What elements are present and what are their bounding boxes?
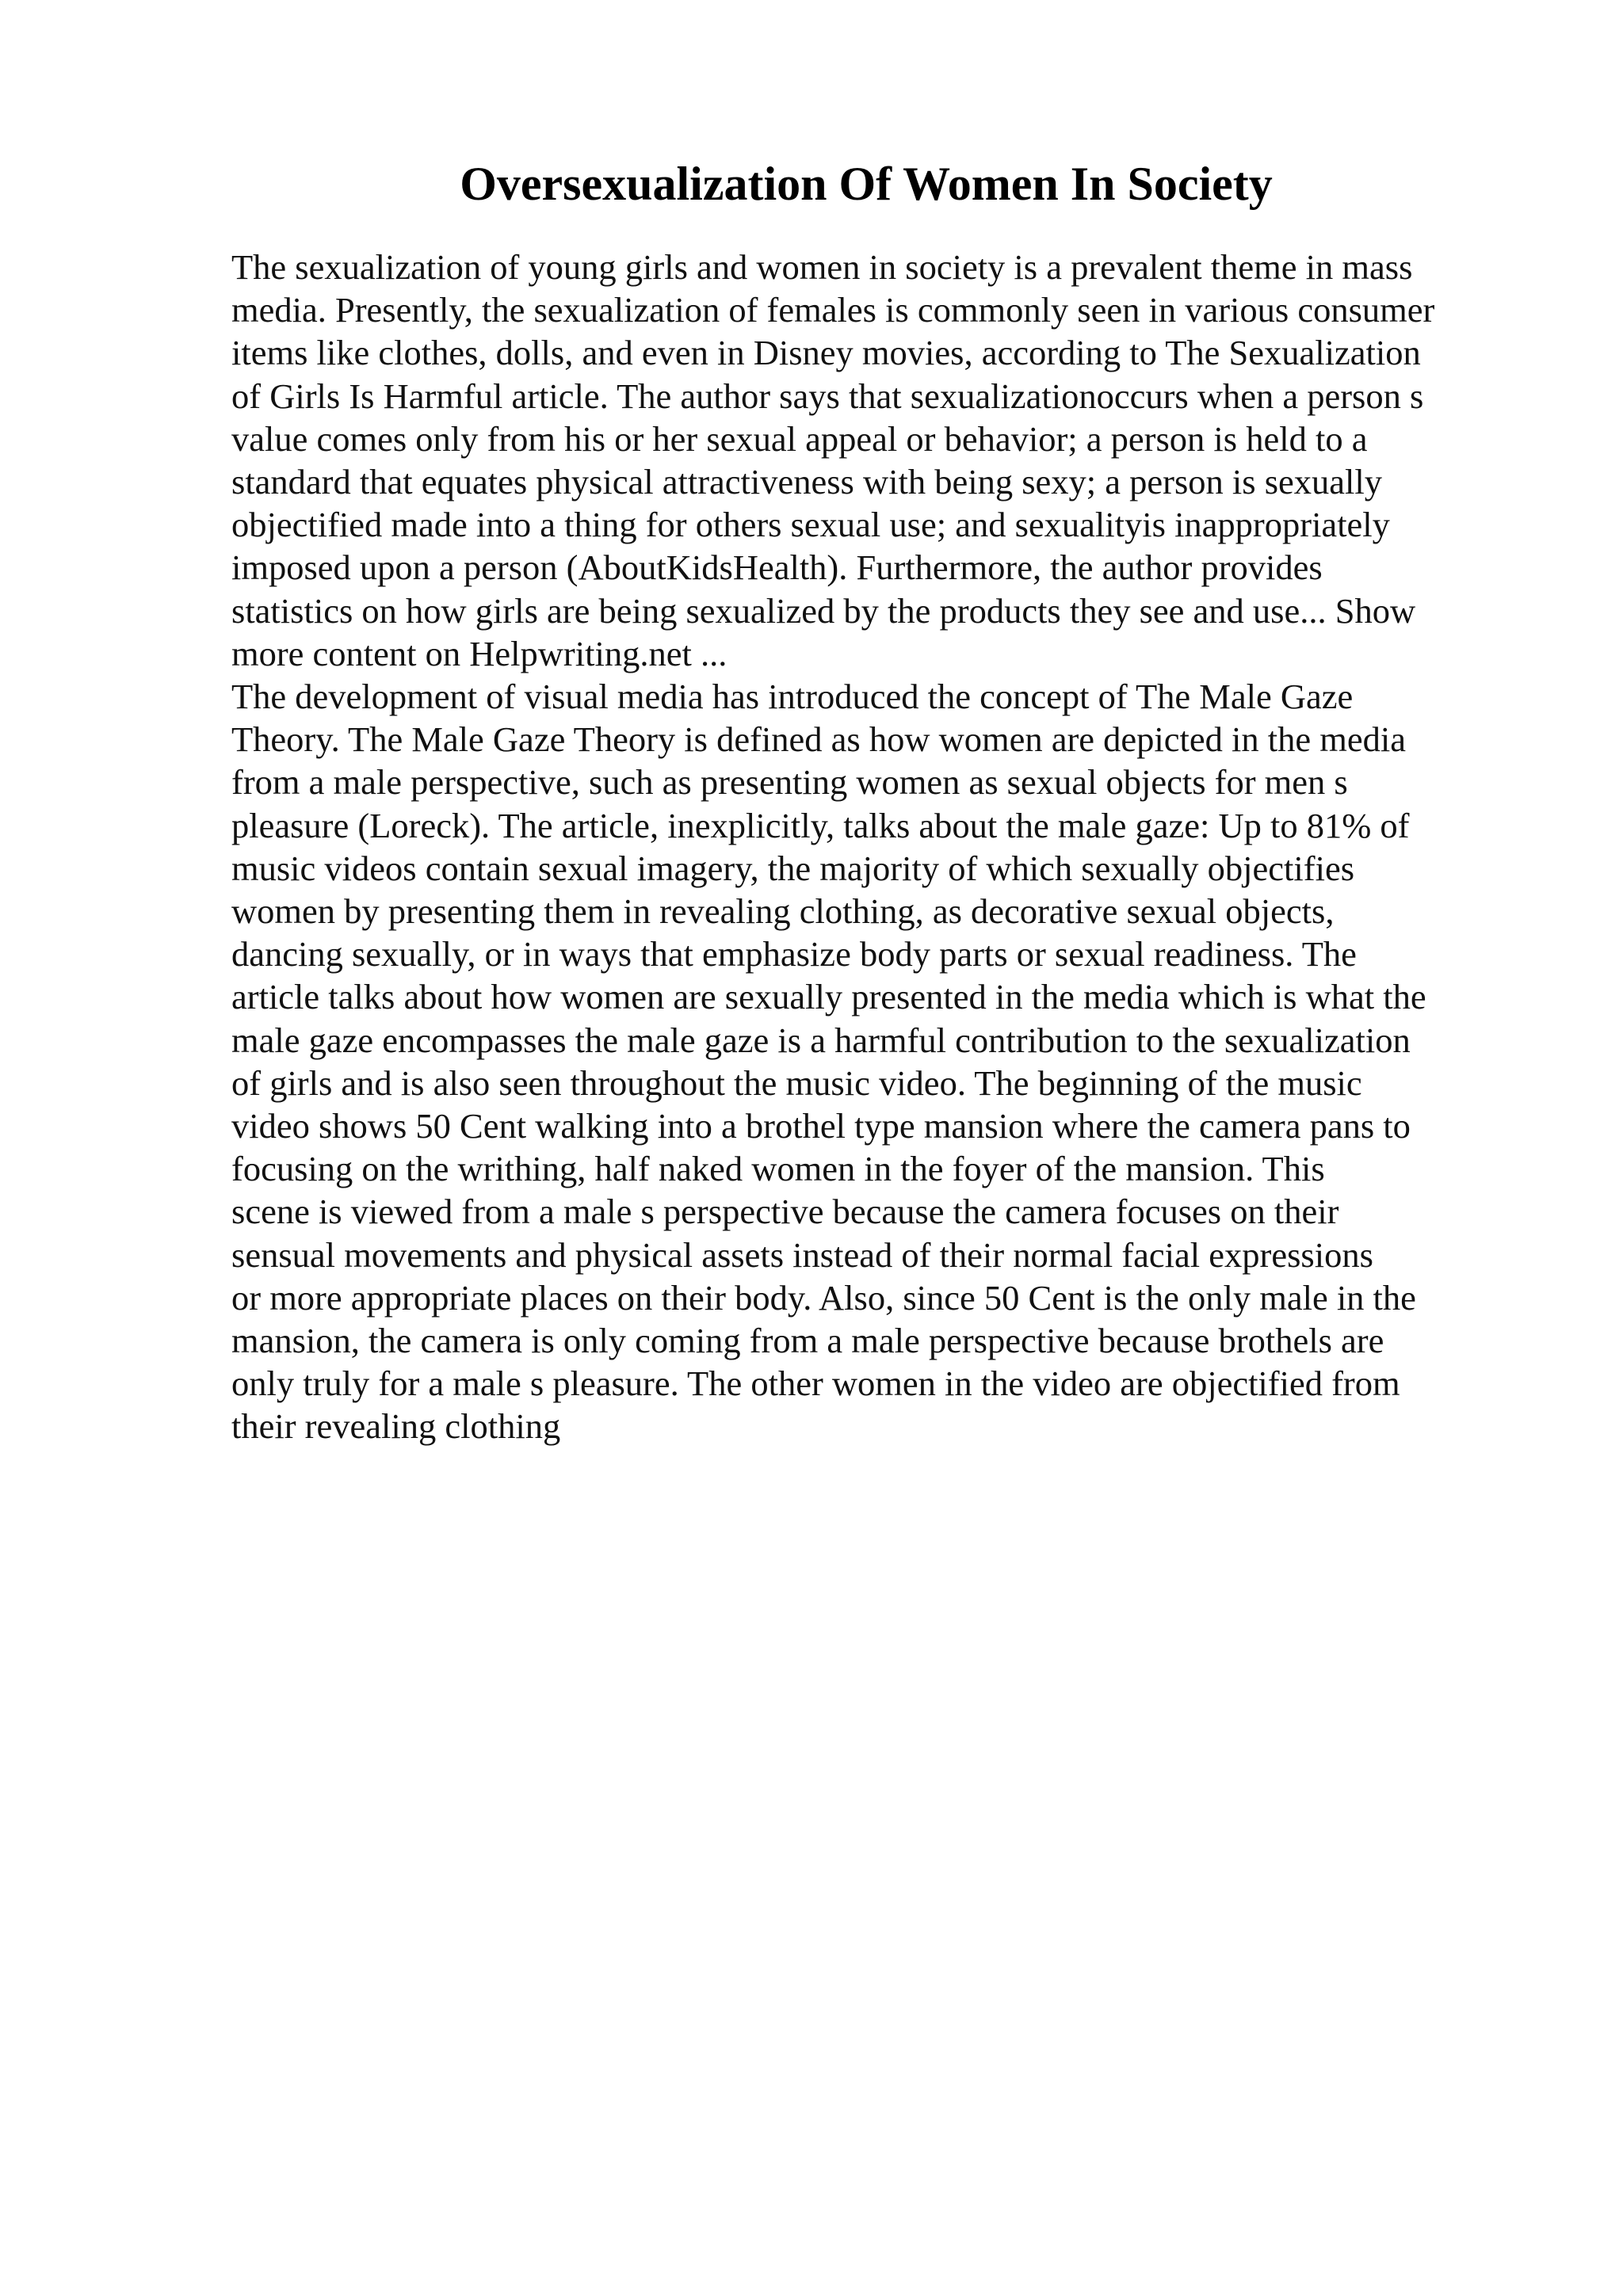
text-line: music videos contain sexual imagery, the majority of which sexually objectifies (231, 848, 1355, 888)
text-line: imposed upon a person (AboutKidsHealth). Furthermore, the author provides (231, 547, 1323, 588)
text-line: women by presenting them in revealing clothing, as decorative sexual objects, (231, 891, 1335, 932)
text-line: or more appropriate places on their body. Also, since 50 Cent is the only male in the (231, 1277, 1416, 1318)
text-line: their revealing clothing (231, 1406, 561, 1447)
text-line: focusing on the writhing, half naked women in the foyer of the mansion. This (231, 1149, 1325, 1189)
text-line: The sexualization of young girls and women in society is a prevalent theme in mass (231, 247, 1413, 287)
text-line: scene is viewed from a male s perspective because the camera focuses on their (231, 1192, 1339, 1232)
text-line: value comes only from his or her sexual appeal or behavior; a person is held to a (231, 418, 1368, 459)
text-line: dancing sexually, or in ways that emphasize body parts or sexual readiness. The (231, 934, 1357, 974)
text-line: video shows 50 Cent walking into a brothel type mansion where the camera pans to (231, 1106, 1411, 1146)
paragraph-1 (231, 246, 1531, 675)
text-line: objectified made into a thing for others sexual use; and sexualityis inappropriately (231, 505, 1390, 545)
document-body (231, 246, 1531, 1448)
text-line: Theory. The Male Gaze Theory is defined as how women are depicted in the media (231, 719, 1406, 760)
text-line: media. Presently, the sexualization of females is commonly seen in various consumer (231, 290, 1435, 330)
text-line: more content on Helpwriting.net ... (231, 633, 727, 673)
text-line: from a male perspective, such as presenting women as sexual objects for men s (231, 762, 1348, 803)
text-line: article talks about how women are sexually presented in the media which is what the (231, 977, 1426, 1017)
text-line: sensual movements and physical assets instead of their normal facial expressions (231, 1234, 1373, 1275)
text-line: The development of visual media has introduced the concept of The Male Gaze (231, 677, 1354, 717)
text-line: standard that equates physical attractiveness with being sexy; a person is sexually (231, 462, 1383, 502)
text-line: items like clothes, dolls, and even in Disney movies, according to The Sexualization (231, 333, 1421, 373)
text-line: pleasure (Loreck). The article, inexplicitly, talks about the male gaze: Up to 81% of (231, 805, 1410, 845)
text-line: statistics on how girls are being sexualized by the products they see and use... Show (231, 590, 1416, 631)
text-line: of girls and is also seen throughout the music video. The beginning of the music (231, 1062, 1362, 1103)
text-line: male gaze encompasses the male gaze is a harmful contribution to the sexualization (231, 1020, 1411, 1060)
text-line: of Girls Is Harmful article. The author says that sexualizationoccurs when a person s (231, 376, 1424, 416)
document-title: Oversexualization Of Women In Society (460, 158, 1273, 210)
text-line: mansion, the camera is only coming from a male perspective because brothels are (231, 1321, 1384, 1361)
paragraph-2 (231, 675, 1531, 1448)
text-line: only truly for a male s pleasure. The other women in the video are objectified from (231, 1363, 1400, 1404)
